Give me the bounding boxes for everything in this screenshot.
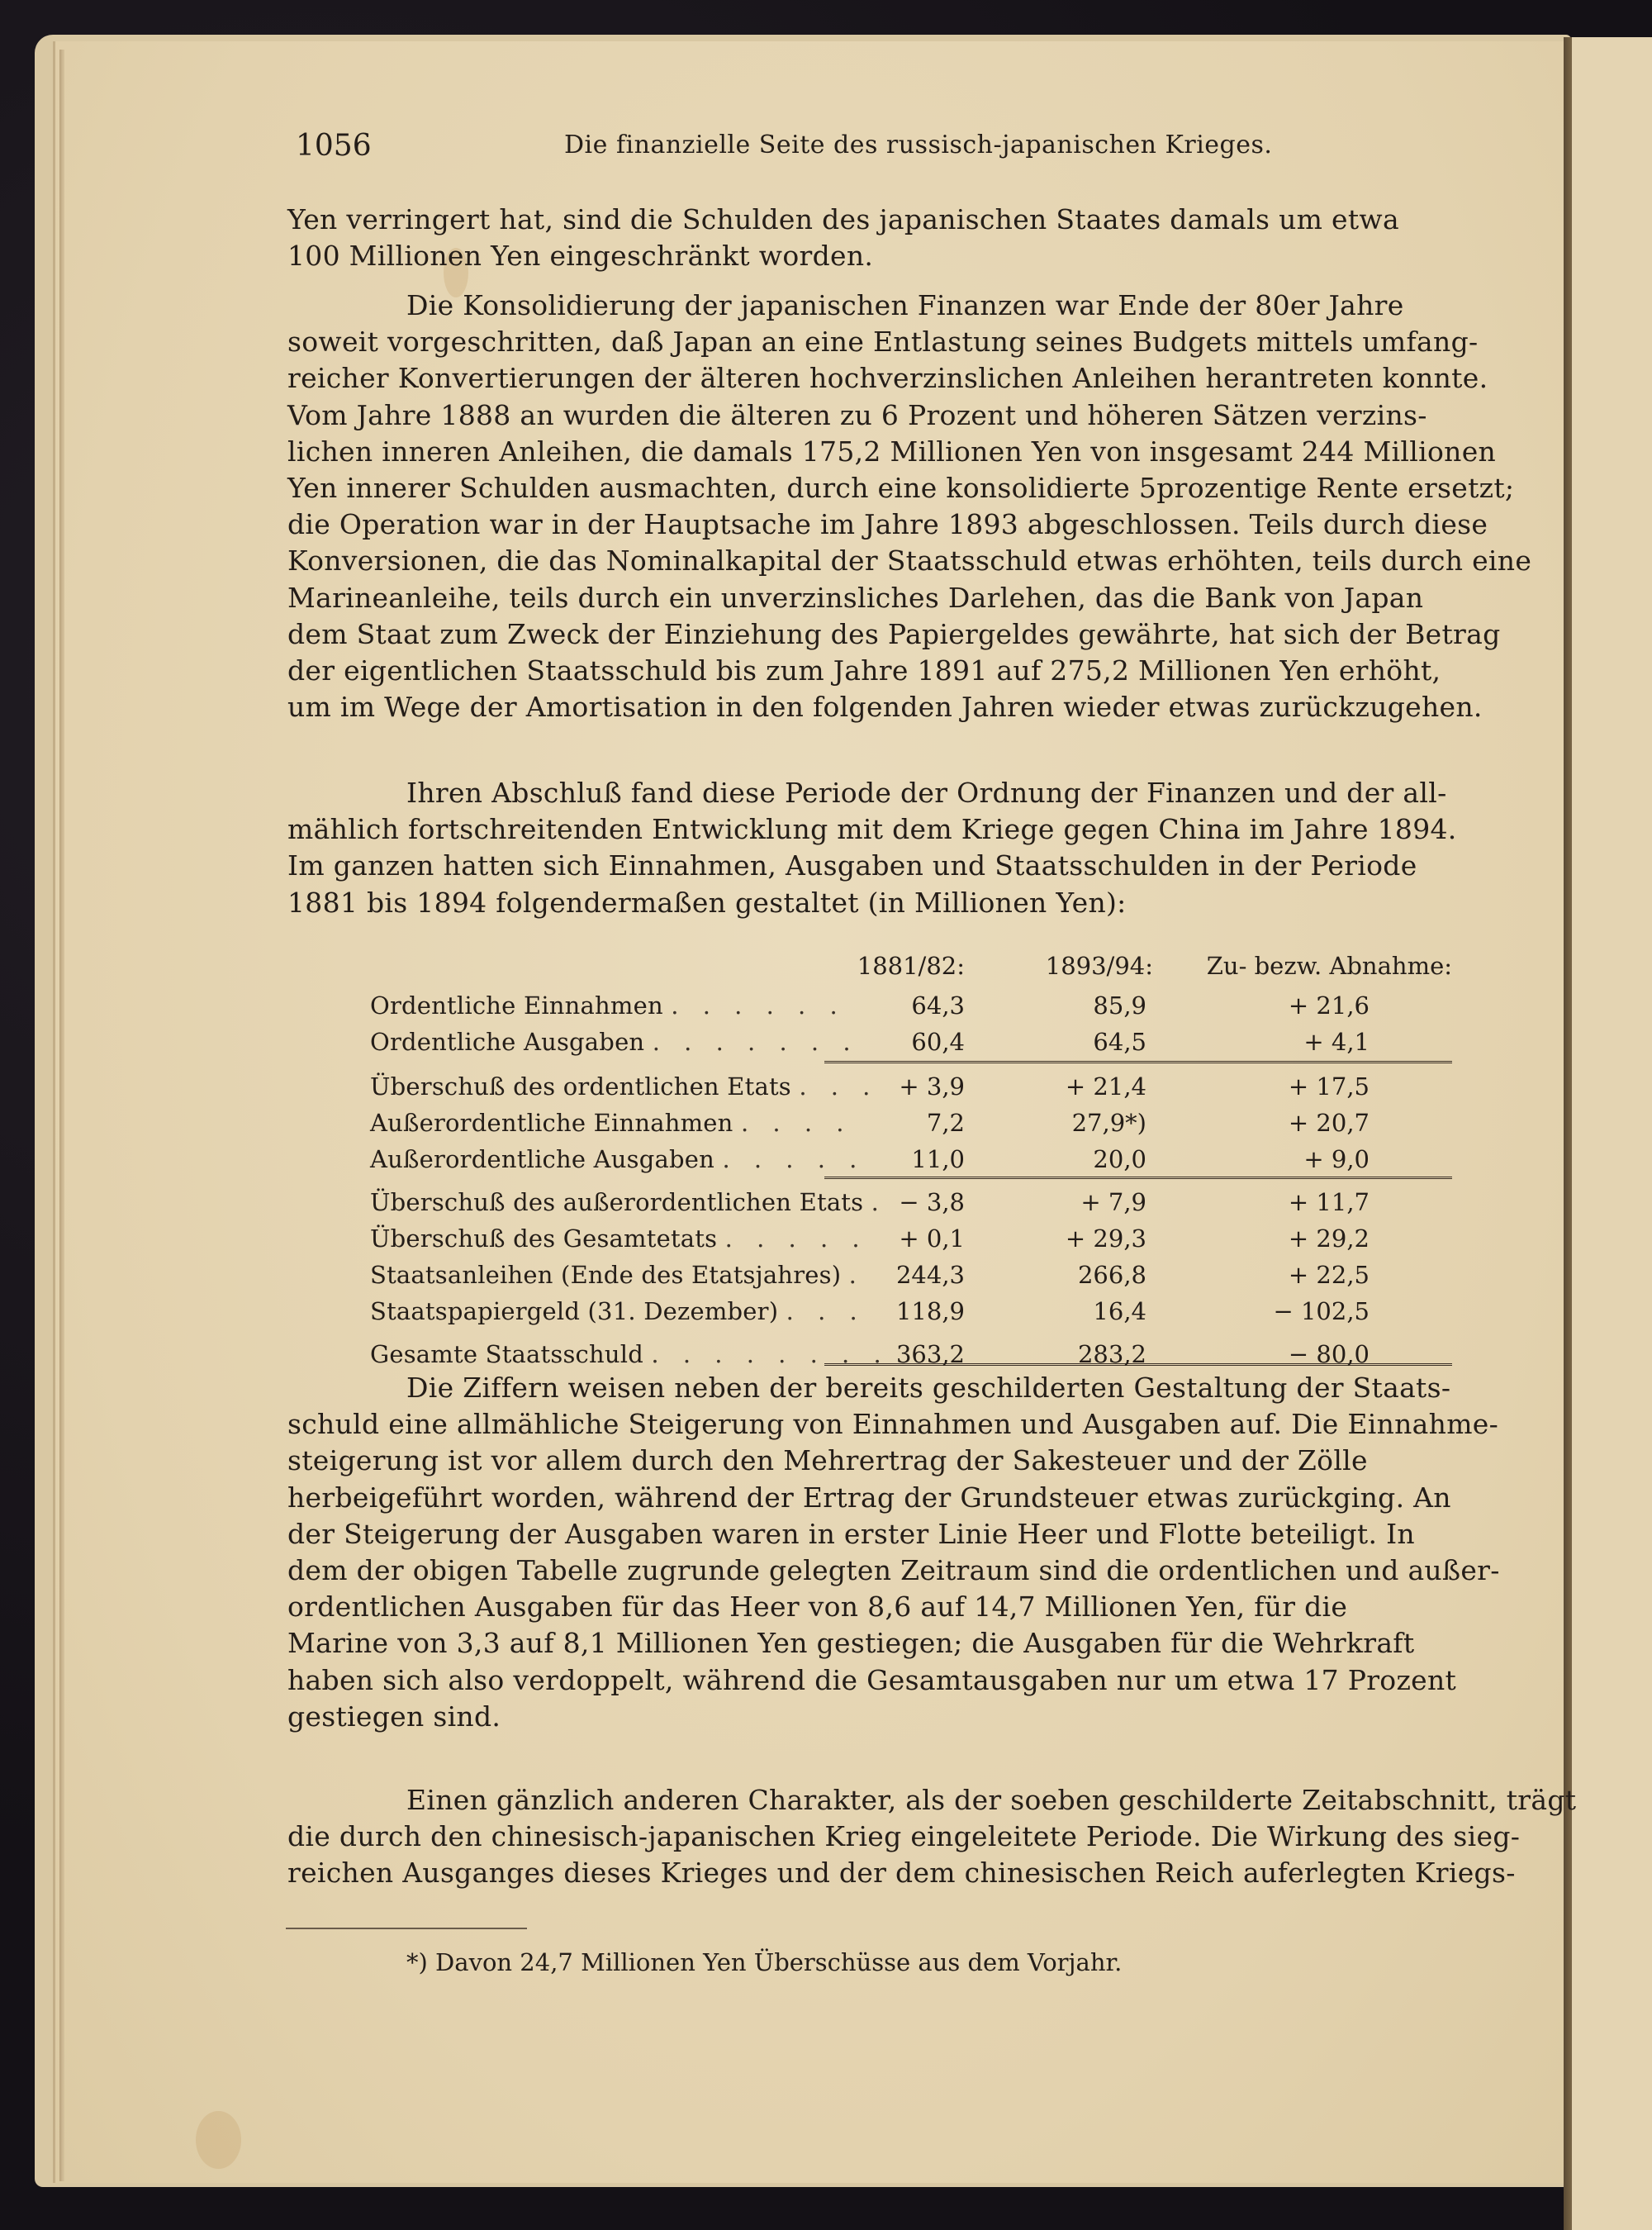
text-line: Yen verringert hat, sind die Schulden des japanischen Staates damals um etwa	[287, 203, 1399, 235]
text-line: Im ganzen hatten sich Einnahmen, Ausgaben und Staatsschulden in der Periode	[287, 849, 1417, 882]
table-row	[370, 1294, 1452, 1330]
text-line: haben sich also verdoppelt, während die Gesamtausgaben nur um etwa 17 Prozent	[287, 1663, 1457, 1696]
running-header	[296, 129, 1462, 165]
text-line: herbeigeführt worden, während der Ertrag der Grundsteuer etwas zurückging. An	[287, 1481, 1451, 1514]
text-line: der eigentlichen Staatsschuld bis zum Jahre 1891 auf 275,2 Millionen Yen erhöht,	[287, 654, 1441, 687]
text-line: steigerung ist vor allem durch den Mehrertrag der Sakesteuer und der Zölle	[287, 1444, 1368, 1477]
value-1881: + 0,1	[899, 1224, 965, 1253]
paragraph	[287, 202, 1454, 274]
leader-dots: .	[871, 1188, 887, 1216]
footnote: *) Davon 24,7 Millionen Yen Überschüsse aus dem Vorjahr.	[406, 1948, 1123, 1976]
row-label: Staatsanleihen (Ende des Etatsjahres)	[370, 1261, 842, 1289]
leader-dots: . . . . . . . .	[651, 1340, 890, 1368]
leader-dots: .	[848, 1261, 865, 1289]
value-change: − 102,5	[1273, 1297, 1370, 1325]
running-title: Die finanzielle Seite des russisch-japanischen Krieges.	[564, 131, 1273, 159]
page-number: 1056	[296, 129, 372, 163]
table-row	[370, 1185, 1452, 1221]
value-1893: + 29,3	[1065, 1224, 1146, 1253]
page-edge-line	[59, 50, 64, 2181]
value-change: + 11,7	[1288, 1188, 1370, 1216]
column-header-change: Zu- bezw. Abnahme:	[1206, 952, 1452, 980]
text-line: Marine von 3,3 auf 8,1 Millionen Yen gestiegen; die Ausgaben für die Wehrkraft	[287, 1627, 1415, 1660]
table-row	[370, 1221, 1452, 1258]
text-line: lichen inneren Anleihen, die damals 175,2 Millionen Yen von insgesamt 244 Millionen	[287, 435, 1497, 468]
table-row	[370, 988, 1452, 1025]
facing-page	[1572, 37, 1652, 2230]
value-change: + 29,2	[1288, 1224, 1370, 1253]
footnote-rule	[286, 1928, 527, 1929]
value-1881: + 3,9	[899, 1072, 965, 1101]
value-1893: 266,8	[1077, 1261, 1146, 1289]
text-line: um im Wege der Amortisation in den folgenden Jahren wieder etwas zurückzugehen.	[287, 691, 1483, 724]
value-change: + 17,5	[1288, 1072, 1370, 1101]
value-change: + 22,5	[1288, 1261, 1370, 1289]
text-line: dem Staat zum Zweck der Einziehung des Papiergeldes gewährte, hat sich der Betrag	[287, 617, 1501, 650]
paragraph	[287, 1370, 1500, 1735]
text-line: Die Ziffern weisen neben der bereits geschilderten Gestaltung der Staats-	[406, 1372, 1451, 1404]
row-label: Außerordentliche Einnahmen	[370, 1109, 733, 1137]
finance-table	[370, 952, 1452, 1373]
value-1893: 27,9*)	[1071, 1109, 1146, 1137]
leader-dots: . . . . .	[724, 1224, 868, 1253]
value-change: + 21,6	[1288, 991, 1370, 1020]
row-label: Überschuß des ordentlichen Etats	[370, 1072, 791, 1101]
text-line: Die Konsolidierung der japanischen Finanzen war Ende der 80er Jahre	[406, 289, 1404, 321]
row-label: Außerordentliche Ausgaben	[370, 1145, 715, 1173]
text-line: soweit vorgeschritten, daß Japan an eine Entlastung seines Budgets mittels umfang-	[287, 326, 1479, 359]
value-1893: + 7,9	[1080, 1188, 1146, 1216]
value-1893: 64,5	[1093, 1028, 1146, 1056]
text-line: Konversionen, die das Nominalkapital der Staatsschuld etwas erhöhten, teils durch eine	[287, 544, 1532, 578]
table-row	[370, 1258, 1452, 1294]
paragraph	[287, 288, 1532, 725]
table-row	[370, 1142, 1452, 1178]
value-1881: 11,0	[911, 1145, 965, 1173]
value-1881: 7,2	[926, 1109, 965, 1137]
text-line: der Steigerung der Ausgaben waren in erster Linie Heer und Flotte beteiligt. In	[287, 1517, 1415, 1550]
row-label: Überschuß des außerordentlichen Etats	[370, 1188, 864, 1216]
paper-stain	[196, 2111, 241, 2169]
table-rule	[824, 1177, 1452, 1179]
value-change: + 20,7	[1288, 1109, 1370, 1137]
value-1893: 20,0	[1093, 1145, 1146, 1173]
value-1881: − 3,8	[899, 1188, 965, 1216]
text-line: mählich fortschreitenden Entwicklung mit dem Kriege gegen China im Jahre 1894.	[287, 813, 1457, 846]
leader-dots: . . .	[786, 1297, 866, 1325]
table-rule	[824, 1061, 1452, 1063]
table-row	[370, 1069, 1452, 1105]
text-line: 1881 bis 1894 folgendermaßen gestaltet (in Millionen Yen):	[287, 886, 1127, 919]
table-row	[370, 1025, 1452, 1061]
value-1893: + 21,4	[1065, 1072, 1146, 1101]
text-line: reicher Konvertierungen der älteren hochverzinslichen Anleihen herantreten konnte.	[287, 362, 1488, 395]
text-line: reichen Ausganges dieses Krieges und der dem chinesischen Reich auferlegten Kriegs-	[287, 1857, 1516, 1890]
text-line: Yen innerer Schulden ausmachten, durch eine konsolidierte 5prozentige Rente ersetzt;	[287, 471, 1515, 504]
table-row	[370, 1337, 1452, 1373]
text-line: Marineanleihe, teils durch ein unverzinsliches Darlehen, das die Bank von Japan	[287, 581, 1424, 614]
table-row	[370, 1105, 1452, 1142]
value-change: + 4,1	[1303, 1028, 1370, 1056]
text-line: Ihren Abschluß fand diese Periode der Ordnung der Finanzen und der all-	[406, 777, 1447, 809]
value-change: − 80,0	[1288, 1340, 1370, 1368]
value-1881: 244,3	[895, 1261, 965, 1289]
value-1881: 60,4	[911, 1028, 965, 1056]
text-line: ordentlichen Ausgaben für das Heer von 8,6 auf 14,7 Millionen Yen, für die	[287, 1590, 1348, 1624]
paragraph	[287, 1782, 1577, 1892]
text-line: Einen gänzlich anderen Charakter, als der soeben geschilderte Zeitabschnitt, trägt	[406, 1784, 1577, 1816]
column-header-1881: 1881/82:	[857, 952, 965, 980]
text-line: dem der obigen Tabelle zugrunde gelegten Zeitraum sind die ordentlichen und außer-	[287, 1553, 1500, 1586]
value-1893: 16,4	[1093, 1297, 1146, 1325]
value-1893: 283,2	[1077, 1340, 1146, 1368]
leader-dots: . . .	[799, 1072, 879, 1101]
text-line: 100 Millionen Yen eingeschränkt worden.	[287, 240, 874, 273]
value-1881: 363,2	[895, 1340, 965, 1368]
value-1893: 85,9	[1093, 991, 1146, 1020]
row-label: Überschuß des Gesamtetats	[370, 1224, 718, 1253]
row-label: Staatspapiergeld (31. Dezember)	[370, 1297, 779, 1325]
leader-dots: . . . . . . .	[652, 1028, 859, 1056]
paragraph	[287, 775, 1457, 921]
leader-dots: . . . .	[740, 1109, 852, 1137]
value-change: + 9,0	[1303, 1145, 1370, 1173]
value-1881: 64,3	[911, 991, 965, 1020]
book-gutter	[1564, 37, 1572, 2230]
row-label: Ordentliche Einnahmen	[370, 991, 663, 1020]
leader-dots: . . . . .	[722, 1145, 866, 1173]
text-line: gestiegen sind.	[287, 1700, 501, 1733]
row-label: Gesamte Staatsschuld	[370, 1340, 643, 1368]
column-header-1893: 1893/94:	[1045, 952, 1153, 980]
row-label: Ordentliche Ausgaben	[370, 1028, 645, 1056]
text-line: Vom Jahre 1888 an wurden die älteren zu 6 Prozent und höheren Sätzen verzins-	[287, 398, 1427, 431]
text-line: die durch den chinesisch-japanischen Krieg eingeleitete Periode. Die Wirkung des sieg-	[287, 1820, 1521, 1853]
value-1881: 118,9	[895, 1297, 965, 1325]
text-line: schuld eine allmähliche Steigerung von Einnahmen und Ausgaben auf. Die Einnahme-	[287, 1408, 1499, 1441]
table-header	[370, 952, 1452, 988]
text-line: die Operation war in der Hauptsache im Jahre 1893 abgeschlossen. Teils durch diese	[287, 508, 1488, 541]
leader-dots: . . . . . .	[671, 991, 846, 1020]
